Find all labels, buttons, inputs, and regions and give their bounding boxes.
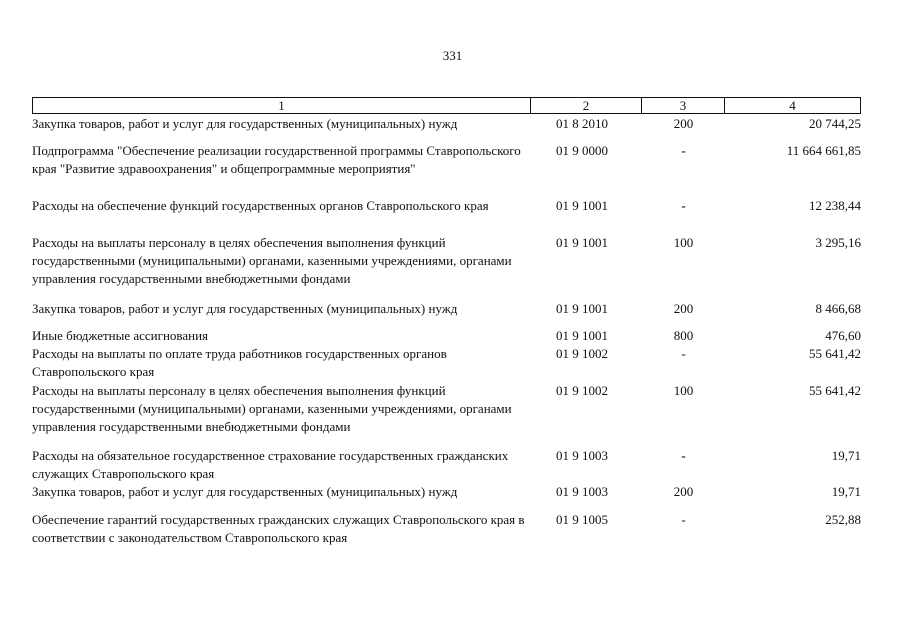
row-code: 01 9 1003: [556, 448, 608, 463]
row-code: 01 9 1003: [556, 484, 608, 499]
row-code: 01 9 1001: [556, 301, 608, 316]
row-description: Закупка товаров, работ и услуг для государственных (муниципальных) нужд: [32, 484, 458, 499]
row-amount: 19,71: [831, 484, 861, 499]
row-expense-type: 200: [673, 116, 694, 131]
row-description: Иные бюджетные ассигнования: [32, 328, 209, 343]
header-col-1: 1: [33, 98, 531, 113]
row-description: Обеспечение гарантий государственных гражданских служащих Ставропольского края в соответствии с законодательством Ставропольского края: [32, 512, 525, 545]
row-expense-type: 100: [673, 383, 694, 398]
row-expense-type: -: [681, 448, 686, 463]
row-description: Подпрограмма "Обеспечение реализации государственной программы Ставропольского края "Развитие здравоохранения" и общепрограммные мероприятия": [32, 143, 521, 176]
row-amount: 8 466,68: [815, 301, 861, 316]
row-code: 01 9 0000: [556, 143, 608, 158]
row-code: 01 9 1001: [556, 328, 608, 343]
row-description: Расходы на обеспечение функций государственных органов Ставропольского края: [32, 198, 489, 213]
row-description: Закупка товаров, работ и услуг для государственных (муниципальных) нужд: [32, 116, 458, 131]
row-expense-type: 200: [673, 301, 694, 316]
row-amount: 55 641,42: [809, 383, 861, 398]
row-expense-type: -: [681, 198, 686, 213]
row-amount: 19,71: [831, 448, 861, 463]
row-description: Расходы на выплаты персоналу в целях обеспечения выполнения функций государственными (муниципальными) органами, казенными учреждениями, органами управления государственными внебюджетными фондами: [32, 235, 512, 286]
table-header: [32, 97, 861, 114]
page-number: 331: [442, 48, 463, 63]
row-amount: 3 295,16: [815, 235, 861, 250]
row-expense-type: -: [681, 512, 686, 527]
row-code: 01 9 1002: [556, 346, 608, 361]
row-description: Закупка товаров, работ и услуг для государственных (муниципальных) нужд: [32, 301, 458, 316]
row-expense-type: 800: [673, 328, 694, 343]
row-code: 01 9 1005: [556, 512, 608, 527]
header-col-2: 2: [531, 98, 642, 113]
row-expense-type: -: [681, 143, 686, 158]
row-amount: 12 238,44: [809, 198, 861, 213]
row-description: Расходы на выплаты по оплате труда работников государственных органов Ставропольского края: [32, 346, 447, 379]
row-code: 01 9 1001: [556, 235, 608, 250]
row-expense-type: 100: [673, 235, 694, 250]
row-amount: 252,88: [825, 512, 861, 527]
row-amount: 476,60: [825, 328, 861, 343]
header-col-4: 4: [789, 98, 796, 113]
header-col-3: 3: [642, 98, 725, 113]
row-amount: 20 744,25: [809, 116, 861, 131]
row-description: Расходы на выплаты персоналу в целях обеспечения выполнения функций государственными (муниципальными) органами, казенными учреждениями, органами управления государственными внебюджетными фондами: [32, 383, 512, 434]
row-expense-type: 200: [673, 484, 694, 499]
row-description: Расходы на обязательное государственное страхование государственных гражданских служащих Ставропольского края: [32, 448, 509, 481]
row-amount: 55 641,42: [809, 346, 861, 361]
row-code: 01 9 1001: [556, 198, 608, 213]
row-code: 01 8 2010: [556, 116, 608, 131]
row-expense-type: -: [681, 346, 686, 361]
row-code: 01 9 1002: [556, 383, 608, 398]
row-amount: 11 664 661,85: [786, 143, 861, 158]
